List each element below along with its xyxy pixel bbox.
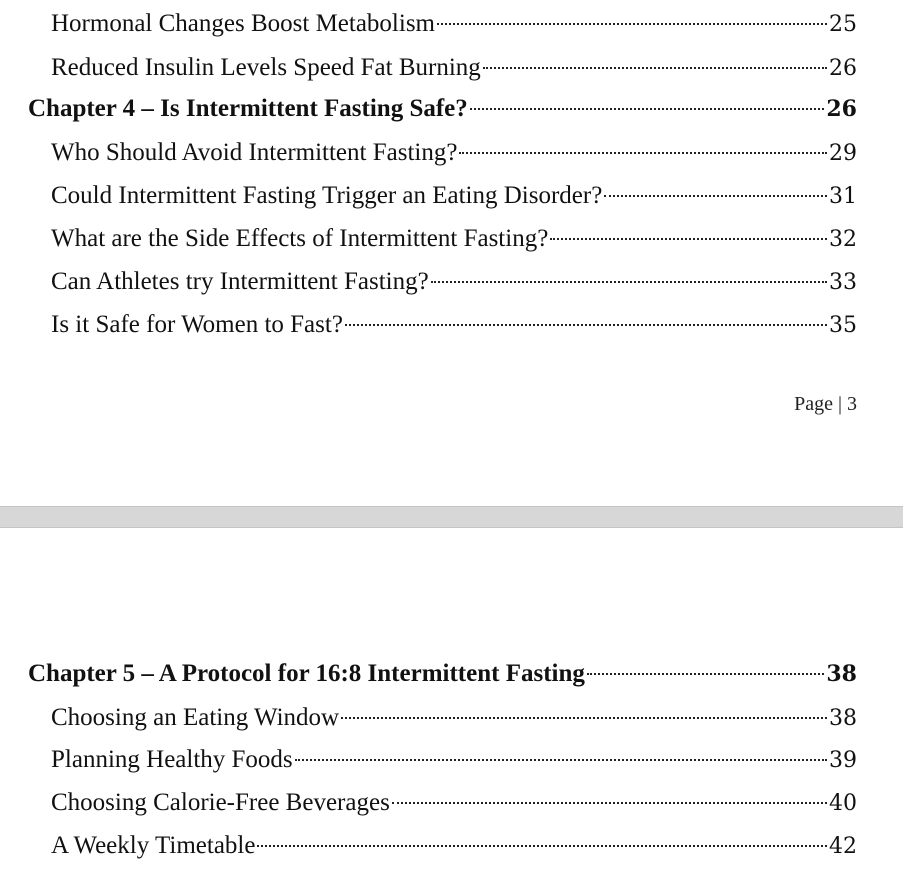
toc-entry-healthy-foods[interactable]	[51, 745, 857, 776]
toc-entry-title: Can Athletes try Intermittent Fasting?	[51, 268, 429, 295]
toc-entry-weekly-timetable[interactable]	[51, 831, 857, 862]
toc-entry-title: A Weekly Timetable	[51, 832, 256, 859]
toc-chapter-title: Chapter 5 – A Protocol for 16:8 Intermittent Fasting	[28, 660, 585, 687]
dot-leader	[392, 802, 827, 804]
toc-entry-title: Who Should Avoid Intermittent Fasting?	[51, 139, 458, 166]
toc-entry-athletes[interactable]	[51, 267, 857, 298]
toc-entry-page: 38	[829, 706, 857, 731]
toc-chapter-page: 26	[826, 96, 857, 122]
toc-entry-title: What are the Side Effects of Intermittent Fasting?	[51, 225, 549, 252]
dot-leader	[587, 673, 825, 675]
toc-entry-reduced-insulin[interactable]	[51, 53, 857, 84]
toc-entry-title: Reduced Insulin Levels Speed Fat Burning	[51, 54, 481, 81]
toc-chapter-4[interactable]	[28, 94, 857, 124]
dot-leader	[483, 67, 827, 69]
toc-entry-page: 29	[829, 141, 857, 166]
toc-entry-title: Choosing an Eating Window	[51, 704, 340, 731]
toc-entry-page: 25	[829, 12, 857, 37]
dot-leader	[431, 281, 827, 283]
dot-leader	[604, 195, 827, 197]
toc-entry-title: Is it Safe for Women to Fast?	[51, 311, 343, 338]
toc-chapter-title: Chapter 4 – Is Intermittent Fasting Safe?	[28, 95, 468, 122]
dot-leader	[437, 23, 827, 25]
toc-entry-page: 40	[829, 791, 857, 816]
toc-entry-page: 26	[829, 56, 857, 81]
dot-leader	[550, 238, 827, 240]
toc-entry-women-fast[interactable]	[51, 310, 857, 341]
dot-leader	[470, 108, 825, 110]
toc-chapter-5[interactable]	[28, 659, 857, 689]
toc-chapter-page: 38	[826, 661, 857, 687]
toc-entry-page: 35	[829, 313, 857, 338]
dot-leader	[295, 759, 827, 761]
dot-leader	[345, 324, 827, 326]
toc-entry-page: 31	[829, 184, 857, 209]
toc-entry-title: Choosing Calorie-Free Beverages	[51, 789, 390, 816]
toc-entry-side-effects[interactable]	[51, 224, 857, 255]
page-number-footer: Page | 3	[794, 393, 857, 415]
dot-leader	[459, 152, 827, 154]
toc-entry-who-should-avoid[interactable]	[51, 138, 857, 169]
toc-entry-eating-disorder[interactable]	[51, 181, 857, 212]
toc-entry-page: 39	[829, 748, 857, 773]
page-separator	[0, 506, 903, 528]
toc-entry-page: 33	[829, 270, 857, 295]
document-page-4	[0, 528, 903, 871]
toc-entry-title: Could Intermittent Fasting Trigger an Eating Disorder?	[51, 182, 603, 209]
toc-entry-title: Hormonal Changes Boost Metabolism	[51, 10, 435, 37]
toc-entry-page: 32	[829, 227, 857, 252]
toc-entry-hormonal-changes[interactable]	[51, 9, 857, 40]
dot-leader	[257, 845, 827, 847]
dot-leader	[341, 717, 827, 719]
toc-entry-eating-window[interactable]	[51, 703, 857, 734]
toc-entry-page: 42	[829, 834, 857, 859]
toc-entry-title: Planning Healthy Foods	[51, 746, 293, 773]
toc-entry-beverages[interactable]	[51, 788, 857, 819]
